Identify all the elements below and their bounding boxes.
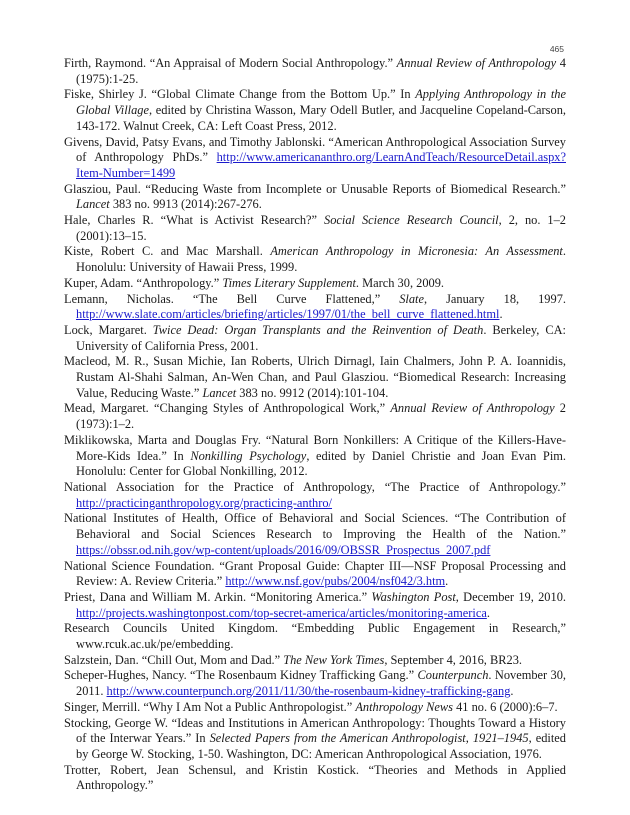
reference-link[interactable]: http://www.slate.com/articles/briefing/articles/1997/01/the_bell_curve_flattened.html [76, 307, 500, 322]
reference-entry [64, 323, 566, 354]
reference-entry [64, 213, 566, 244]
reference-title-italic: Social Science Research Council [324, 213, 499, 228]
reference-text: Macleod, M. R., Susan Michie, Ian Roberts, Ulrich Dirnagl, Iain Chalmers, John P. A. Ioannidis, Rustam Al-Shahi Salman, An-Wen Chan, and Paul Glasziou. “Biomedical Research: Increasing Value, Reducing Waste.” [64, 354, 566, 400]
reference-text: Salzstein, Dan. “Chill Out, Mom and Dad.” [64, 652, 284, 667]
reference-title-italic: Counterpunch [417, 668, 489, 683]
reference-text: National Science Foundation. “Grant Proposal Guide: Chapter III—NSF Proposal Processing and Review: A. Review Criteria.” [64, 558, 566, 589]
reference-text: 41 no. 6 (2000):6–7. [452, 699, 558, 714]
reference-entry [64, 276, 566, 292]
reference-link[interactable]: https://obssr.od.nih.gov/wp-content/uploads/2016/09/OBSSR_Prospectus_2007.pdf [76, 542, 491, 557]
reference-title-italic: Anthropology News [355, 699, 453, 714]
reference-text: Firth, Raymond. “An Appraisal of Modern Social Anthropology.” [64, 56, 397, 70]
reference-text: National Association for the Practice of Anthropology, “The Practice of Anthropology.” [64, 479, 566, 494]
reference-text: Stocking, George W. “Ideas and Institutions in American Anthropology: Thoughts Toward a History of the Interwar Years.” In [64, 715, 566, 746]
reference-text: 4 (1975):1-25. [76, 56, 566, 86]
reference-text: 2 (1973):1–2. [76, 401, 566, 432]
reference-title-italic: The New York Times [283, 652, 385, 667]
reference-text: . March 30, 2009. [355, 275, 445, 290]
reference-text: Fiske, Shirley J. “Global Climate Change from the Bottom Up.” In [64, 87, 416, 102]
reference-entry [64, 590, 566, 621]
reference-text: , December 19, 2010. [455, 589, 566, 604]
reference-text: . Berkeley, CA: University of California Press, 2001. [76, 322, 566, 353]
reference-entry [64, 244, 566, 275]
reference-text: Mead, Margaret. “Changing Styles of Anthropological Work,” [64, 401, 391, 416]
reference-entry [64, 511, 566, 558]
reference-link[interactable]: http://www.counterpunch.org/2011/11/30/the-rosenbaum-kidney-trafficking-gang [106, 684, 511, 699]
page-number: 465 [549, 44, 564, 54]
reference-entry [64, 480, 566, 511]
reference-entry [64, 56, 566, 87]
reference-title-italic: Lancet [76, 197, 110, 212]
reference-text: Miklikowska, Marta and Douglas Fry. “Natural Born Nonkillers: A Critique of the Killers-Have-More-Kids Idea.” In [64, 432, 566, 463]
reference-text: Kiste, Robert C. and Mac Marshall. [64, 244, 271, 259]
reference-text: Trotter, Robert, Jean Schensul, and Kristin Kostick. “Theories and Methods in Applied Anthropology.” [64, 762, 566, 793]
reference-text: Singer, Merrill. “Why I Am Not a Public Anthropologist.” [64, 699, 356, 714]
reference-text: Kuper, Adam. “Anthropology.” [64, 275, 223, 290]
reference-entry [64, 653, 566, 669]
reference-title-italic: American Anthropology in Micronesia: An Assessment [270, 244, 563, 259]
reference-title-italic: Applying Anthropology in the Global Village [76, 87, 566, 118]
reference-text: , September 4, 2016, BR23. [384, 652, 522, 667]
reference-entry [64, 668, 566, 699]
reference-text: National Institutes of Health, Office of Behavioral and Social Sciences. “The Contribution of Behavioral and Social Sciences Research to Improving the Health of the Nation.” [64, 511, 566, 542]
reference-text: 383 no. 9913 (2014):267-276. [109, 197, 262, 212]
reference-entry [64, 559, 566, 590]
reference-entry [64, 716, 566, 763]
reference-title-italic: Washington Post [371, 589, 456, 604]
reference-link[interactable]: http://www.americananthro.org/LearnAndTeach/ResourceDetail.aspx?Item-Number=1499 [76, 150, 566, 180]
reference-text: , edited by Christina Wasson, Mary Odell Butler, and Jacqueline Copeland-Carson, 143-172. Walnut Creek, CA: Left Coast Press, 2012. [76, 103, 566, 133]
reference-title-italic: Annual Review of Anthropology [396, 56, 557, 70]
reference-entry [64, 433, 566, 480]
reference-text: . [445, 574, 449, 589]
reference-entry [64, 763, 566, 794]
reference-entry [64, 354, 566, 401]
reference-entry [64, 621, 566, 652]
reference-link[interactable]: http://practicinganthropology.org/practicing-anthro/ [76, 495, 333, 510]
reference-title-italic: Lancet [202, 385, 237, 400]
reference-text: Research Councils United Kingdom. “Embedding Public Engagement in Research,” www.rcuk.ac.uk/pe/embedding. [64, 621, 566, 652]
reference-text: , edited by Daniel Christie and Joan Evan Pim. Honolulu: Center for Global Nonkilling, 2012. [76, 448, 566, 479]
reference-text: , 2, no. 1–2 (2001):13–15. [76, 213, 566, 243]
reference-entry [64, 700, 566, 716]
reference-text: . [499, 307, 503, 322]
reference-title-italic: Nonkilling Psychology [190, 448, 307, 463]
reference-link[interactable]: http://www.nsf.gov/pubs/2004/nsf042/3.htm [225, 574, 446, 589]
reference-link[interactable]: http://projects.washingtonpost.com/top-secret-america/articles/monitoring-america [76, 605, 487, 620]
reference-text: Lock, Margaret. [64, 322, 153, 337]
reference-text: Scheper-Hughes, Nancy. “The Rosenbaum Kidney Trafficking Gang.” [64, 668, 418, 683]
reference-text: . Honolulu: University of Hawaii Press, 1999. [76, 244, 566, 275]
reference-title-italic: Slate [399, 291, 424, 306]
bibliography-list [64, 56, 566, 794]
reference-text: Hale, Charles R. “What is Activist Research?” [64, 213, 325, 228]
reference-text: Priest, Dana and William M. Arkin. “Monitoring America.” [64, 589, 372, 604]
reference-text: Glasziou, Paul. “Reducing Waste from Incomplete or Unusable Reports of Biomedical Research.” [64, 181, 566, 196]
reference-title-italic: Selected Papers from the American Anthropologist, 1921–1945 [209, 731, 529, 746]
reference-text: , edited by George W. Stocking, 1-50. Washington, DC: American Anthropological Association, 1976. [76, 731, 566, 761]
reference-text: Lemann, Nicholas. “The Bell Curve Flattened,” [64, 291, 400, 306]
reference-text: , January 18, 1997. [424, 291, 566, 306]
reference-text: . [510, 684, 514, 699]
reference-text: Givens, David, Patsy Evans, and Timothy Jablonski. “American Anthropological Association Survey of Anthropology PhDs.” [64, 134, 566, 165]
reference-text: 383 no. 9912 (2014):101-104. [236, 385, 389, 400]
reference-title-italic: Twice Dead: Organ Transplants and the Reinvention of Death [152, 322, 484, 337]
reference-entry [64, 87, 566, 134]
reference-entry [64, 401, 566, 432]
reference-entry [64, 135, 566, 182]
reference-title-italic: Times Literary Supplement [222, 275, 356, 290]
reference-entry [64, 292, 566, 323]
reference-entry [64, 182, 566, 213]
reference-text: . [486, 605, 490, 620]
reference-title-italic: Annual Review of Anthropology [390, 401, 555, 416]
reference-text: . November 30, 2011. [76, 668, 566, 699]
